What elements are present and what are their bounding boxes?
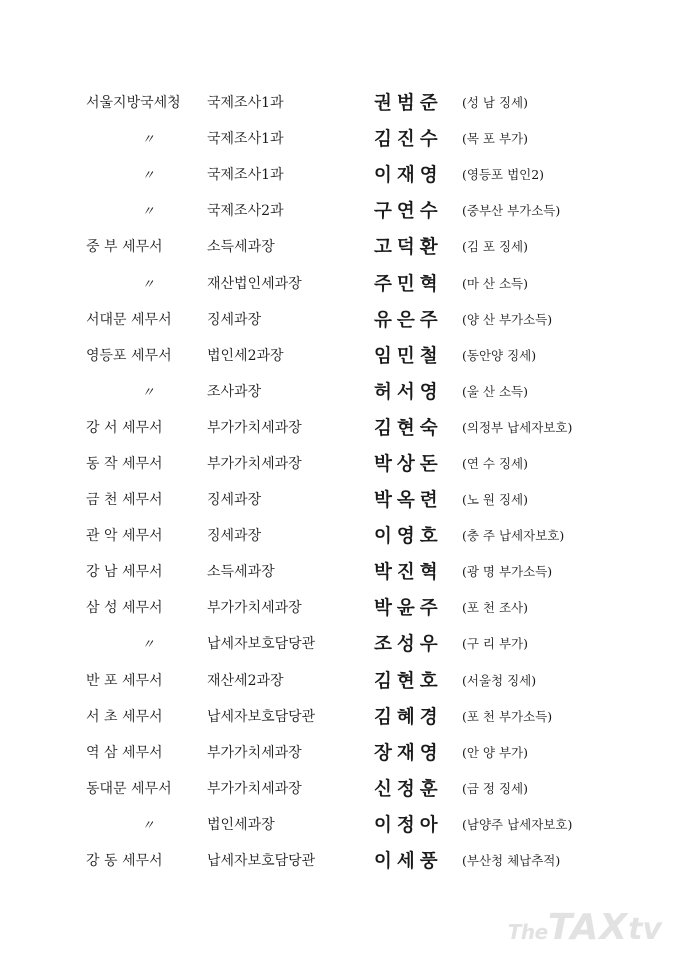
list-item (0, 409, 680, 445)
person-name: 허서영 (374, 381, 443, 403)
ditto-mark: 〃 (141, 637, 155, 653)
department-cell: 조사과장 (207, 383, 262, 400)
list-item (0, 770, 680, 806)
person-name: 유은주 (374, 309, 443, 331)
office-cell: 영등포 세무서 (86, 347, 172, 364)
previous-post: (구 리 부가) (462, 636, 529, 652)
office-cell: 반 포 세무서 (86, 672, 163, 689)
previous-post: (광 명 부가소득) (462, 564, 553, 580)
previous-post: (금 정 징세) (462, 780, 529, 796)
list-item (0, 120, 680, 156)
department-cell: 소득세과장 (207, 239, 275, 256)
previous-post: (충 주 납세자보호) (462, 528, 565, 544)
department-cell: 납세자보호담당관 (207, 708, 316, 725)
previous-post: (김 포 징세) (462, 239, 529, 255)
list-item (0, 373, 680, 409)
department-cell: 부가가치세과장 (207, 455, 302, 472)
person-name: 조성우 (374, 634, 443, 656)
person-name: 박상돈 (374, 453, 443, 475)
previous-post: (부산청 체납추적) (462, 853, 561, 869)
department-cell: 부가가치세과장 (207, 600, 302, 617)
department-cell: 징세과장 (207, 528, 262, 545)
office-cell: 강 남 세무서 (86, 564, 163, 581)
list-item (0, 264, 680, 300)
department-cell: 법인세과장 (207, 816, 275, 833)
previous-post: (의정부 납세자보호) (462, 419, 573, 435)
office-cell: 강 동 세무서 (86, 853, 163, 870)
previous-post: (목 포 부가) (462, 131, 529, 147)
department-cell: 국제조사1과 (207, 95, 284, 112)
list-item (0, 589, 680, 625)
office-cell: 서울지방국세청 (86, 95, 181, 112)
department-cell: 부가가치세과장 (207, 419, 302, 436)
office-cell: 중 부 세무서 (86, 239, 163, 256)
office-cell: 역 삼 세무서 (86, 744, 163, 761)
office-cell: 동 작 세무서 (86, 455, 163, 472)
previous-post: (마 산 소득) (462, 275, 529, 291)
ditto-mark: 〃 (141, 132, 155, 148)
office-cell: 금 천 세무서 (86, 492, 163, 509)
list-item (0, 806, 680, 842)
person-name: 박윤주 (374, 598, 443, 620)
list-item (0, 228, 680, 264)
list-item (0, 842, 680, 878)
department-cell: 부가가치세과장 (207, 744, 302, 761)
list-item (0, 517, 680, 553)
office-cell: 서대문 세무서 (86, 311, 172, 328)
previous-post: (성 남 징세) (462, 95, 529, 111)
list-item (0, 156, 680, 192)
list-item (0, 698, 680, 734)
person-name: 김현숙 (374, 417, 443, 439)
department-cell: 국제조사2과 (207, 203, 284, 220)
department-cell: 징세과장 (207, 492, 262, 509)
previous-post: (노 원 징세) (462, 492, 529, 508)
person-name: 이영호 (374, 526, 443, 548)
department-cell: 법인세2과장 (207, 347, 284, 364)
list-item (0, 301, 680, 337)
person-name: 박진혁 (374, 562, 443, 584)
person-name: 이재영 (374, 165, 443, 187)
watermark-the: The (507, 920, 548, 944)
list-item (0, 445, 680, 481)
department-cell: 소득세과장 (207, 564, 275, 581)
list-item (0, 625, 680, 661)
previous-post: (영등포 법인2) (462, 167, 545, 183)
previous-post: (서울청 징세) (462, 672, 537, 688)
department-cell: 국제조사1과 (207, 131, 284, 148)
person-name: 신정훈 (374, 778, 443, 800)
list-item (0, 553, 680, 589)
department-cell: 부가가치세과장 (207, 780, 302, 797)
person-name: 이정아 (374, 814, 443, 836)
person-name: 김현호 (374, 670, 443, 692)
person-name: 구연수 (374, 201, 443, 223)
previous-post: (동안양 징세) (462, 347, 537, 363)
department-cell: 재산세2과장 (207, 672, 284, 689)
previous-post: (양 산 부가소득) (462, 311, 553, 327)
previous-post: (안 양 부가) (462, 744, 529, 760)
person-name: 박옥련 (374, 490, 443, 512)
personnel-list (0, 84, 680, 878)
office-cell: 동대문 세무서 (86, 780, 172, 797)
list-item (0, 734, 680, 770)
office-cell: 강 서 세무서 (86, 419, 163, 436)
list-item (0, 84, 680, 120)
previous-post: (중부산 부가소득) (462, 203, 561, 219)
previous-post: (포 천 조사) (462, 600, 529, 616)
department-cell: 재산법인세과장 (207, 275, 302, 292)
list-item (0, 481, 680, 517)
ditto-mark: 〃 (141, 385, 155, 401)
office-cell: 서 초 세무서 (86, 708, 163, 725)
watermark-tax: TAX (547, 907, 629, 948)
office-cell: 삼 성 세무서 (86, 600, 163, 617)
ditto-mark: 〃 (141, 168, 155, 184)
list-item (0, 337, 680, 373)
ditto-mark: 〃 (141, 277, 155, 293)
department-cell: 국제조사1과 (207, 167, 284, 184)
previous-post: (울 산 소득) (462, 383, 529, 399)
previous-post: (포 천 부가소득) (462, 708, 553, 724)
person-name: 이세풍 (374, 851, 443, 873)
person-name: 고덕환 (374, 237, 443, 259)
list-item (0, 192, 680, 228)
previous-post: (남양주 납세자보호) (462, 816, 573, 832)
ditto-mark: 〃 (141, 204, 155, 220)
person-name: 주민혁 (374, 273, 443, 295)
list-item (0, 662, 680, 698)
watermark-tv: tv (628, 912, 662, 947)
thetaxtv-watermark-logo (507, 907, 662, 948)
person-name: 임민철 (374, 345, 443, 367)
person-name: 장재영 (374, 742, 443, 764)
person-name: 김혜경 (374, 706, 443, 728)
person-name: 권범준 (374, 93, 443, 115)
department-cell: 징세과장 (207, 311, 262, 328)
previous-post: (연 수 징세) (462, 455, 529, 471)
department-cell: 납세자보호담당관 (207, 636, 316, 653)
person-name: 김진수 (374, 129, 443, 151)
department-cell: 납세자보호담당관 (207, 853, 316, 870)
ditto-mark: 〃 (141, 818, 155, 834)
office-cell: 관 악 세무서 (86, 528, 163, 545)
